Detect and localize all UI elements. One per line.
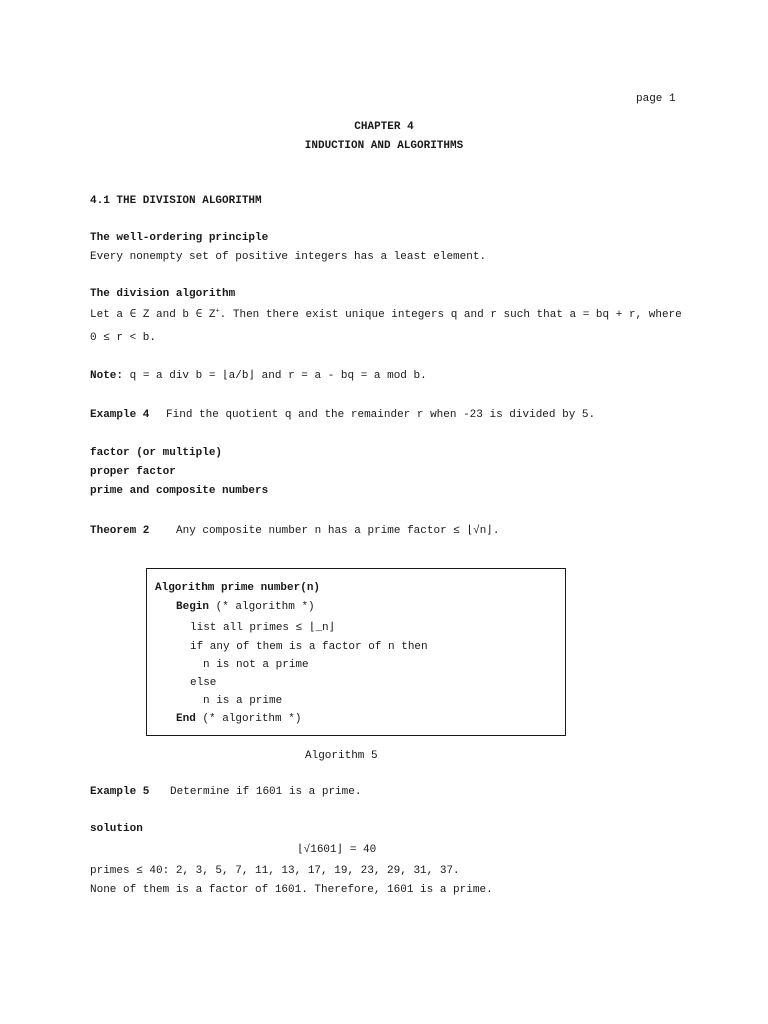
section-heading: 4.1 THE DIVISION ALGORITHM [90,195,262,207]
note-text: q = a div b = ⌊a/b⌋ and r = a - bq = a mod b. [123,370,427,382]
division-heading: The division algorithm [90,288,236,300]
algorithm-caption: Algorithm 5 [305,750,378,762]
algorithm-line: n is not a prime [203,659,309,671]
solution-equation: ⌊√1601⌋ = 40 [297,844,377,856]
algorithm-box [146,568,566,736]
algorithm-line: if any of them is a factor of n then [190,641,428,653]
chapter-number: CHAPTER 4 [354,121,414,133]
algorithm-end [176,712,301,726]
solution-primes: primes ≤ 40: 2, 3, 5, 7, 11, 13, 17, 19, 23, 29, 31, 37. [90,865,460,877]
algorithm-end-comment: (* algorithm *) [202,713,302,725]
page-number: page 1 [636,93,676,105]
algorithm-line: else [190,677,217,689]
wop-text: Every nonempty set of positive integers has a least element. [90,251,487,263]
algorithm-end-keyword: End [176,713,196,725]
wop-heading: The well-ordering principle [90,232,269,244]
solution-conclusion: None of them is a factor of 1601. Therefore, 1601 is a prime. [90,884,493,896]
example-4 [90,408,595,422]
term-item: prime and composite numbers [90,485,269,497]
theorem-2-text: Any composite number n has a prime factor ≤ ⌊√n⌋. [176,525,500,537]
chapter-title: INDUCTION AND ALGORITHMS [304,140,464,152]
algorithm-line: list all primes ≤ ⌊_n⌋ [190,622,336,634]
example-4-label: Example 4 [90,409,150,421]
example-4-text: Find the quotient q and the remainder r when -23 is divided by 5. [166,409,596,421]
division-line1-pre: Let a ∈ Z and b ∈ Z [90,309,216,321]
term-item: factor (or multiple) [90,447,223,459]
algorithm-line: n is a prime [203,695,283,707]
division-line1-sup: + [215,307,220,316]
division-line1-post: . Then there exist unique integers q and r such that a = bq + r, where [219,309,682,321]
note-label: Note: [90,370,124,382]
theorem-2 [90,524,500,538]
algorithm-begin-comment: (* algorithm *) [215,601,315,613]
algorithm-begin [176,600,315,614]
algorithm-title: Algorithm prime number(n) [155,582,321,594]
term-item: proper factor [90,466,176,478]
division-line2: 0 ≤ r < b. [90,332,157,344]
solution-label: solution [90,823,143,835]
algorithm-begin-keyword: Begin [176,601,210,613]
division-line1 [90,308,682,322]
theorem-2-label: Theorem 2 [90,525,150,537]
note [90,369,427,383]
example-5-text: Determine if 1601 is a prime. [170,786,362,798]
example-5 [90,785,361,799]
example-5-label: Example 5 [90,786,150,798]
